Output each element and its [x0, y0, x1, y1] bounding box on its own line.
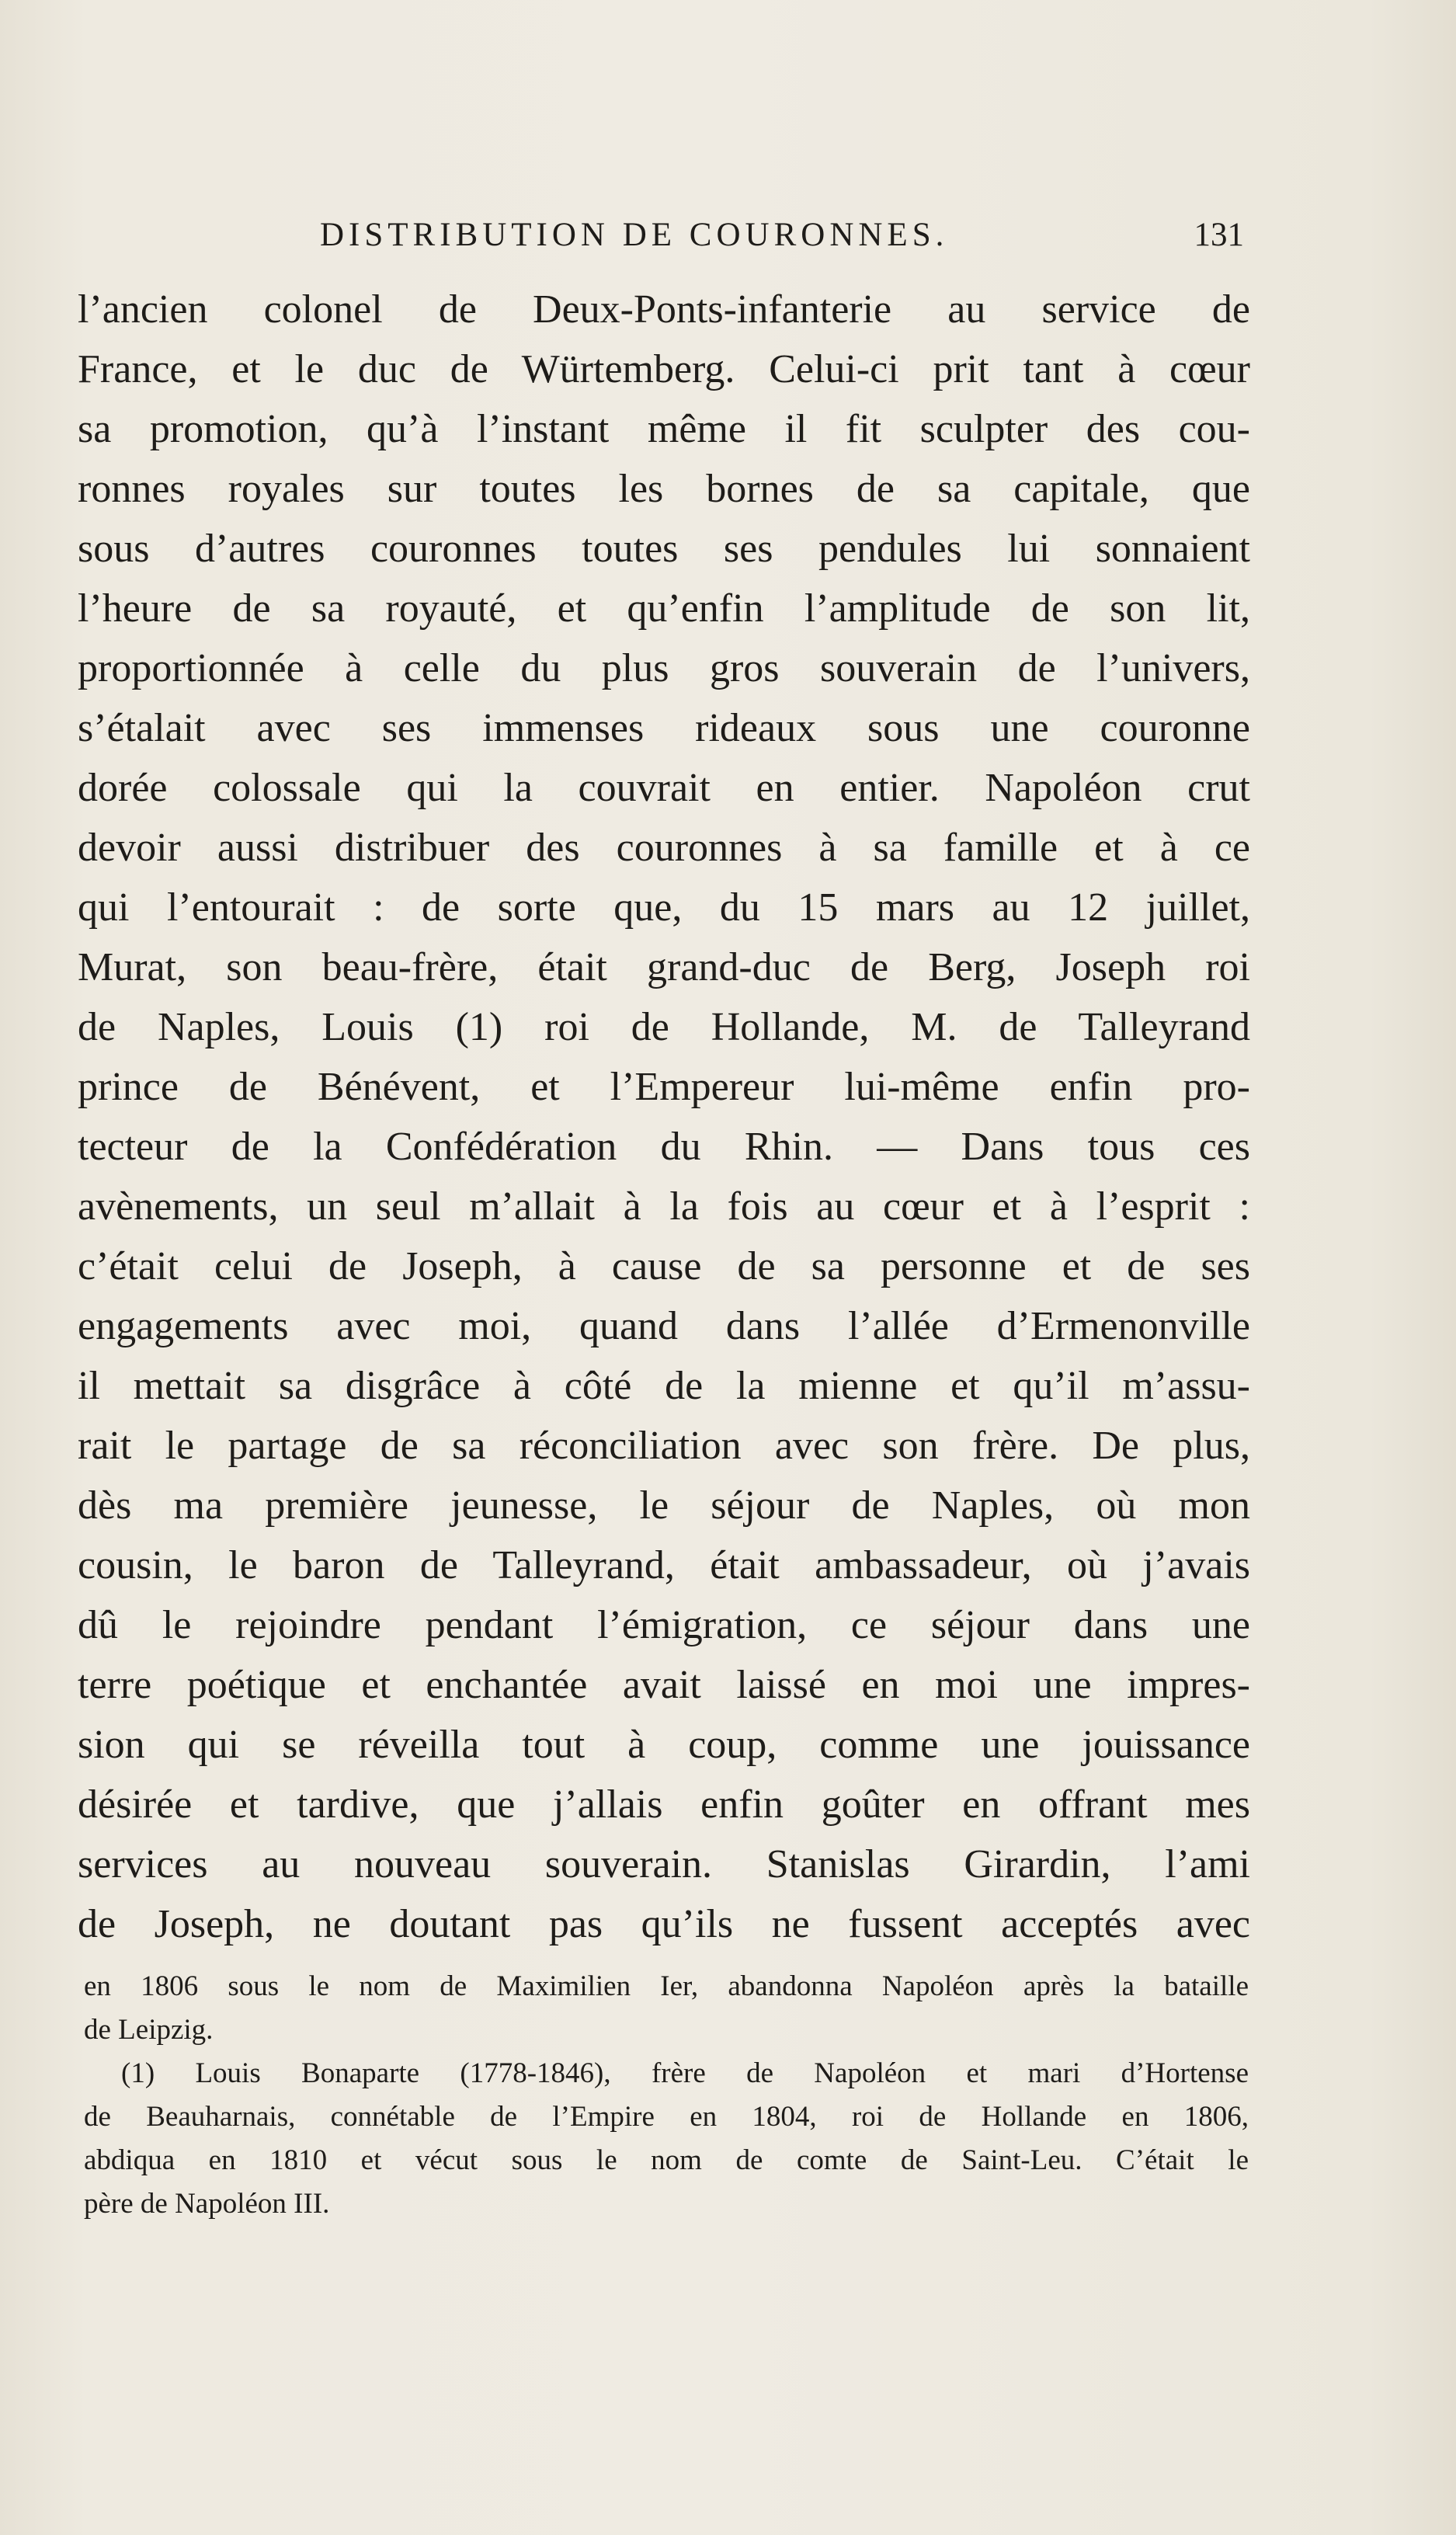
text-line: rait le partage de sa réconciliation avec son frère. De plus,: [78, 1424, 1250, 1468]
running-title: DISTRIBUTION DE COURONNES.: [320, 217, 949, 253]
text-line: France, et le duc de Würtemberg. Celui-ci prit tant à cœur: [78, 347, 1250, 391]
text-line: prince de Bénévent, et l’Empereur lui-même enfin pro-: [78, 1065, 1250, 1109]
footnote-continued-line: en 1806 sous le nom de Maximilien Ier, abandonna Napoléon après la bataille: [84, 1970, 1249, 2002]
text-line: dès ma première jeunesse, le séjour de Naples, où mon: [78, 1483, 1250, 1528]
text-line: l’ancien colonel de Deux-Ponts-infanterie au service de: [78, 287, 1250, 332]
text-line: sa promotion, qu’à l’instant même il fit sculpter des cou-: [78, 407, 1250, 451]
text-line: il mettait sa disgrâce à côté de la mienne et qu’il m’assu-: [78, 1364, 1250, 1408]
text-line: sion qui se réveilla tout à coup, comme une jouissance: [78, 1723, 1250, 1767]
text-line: ronnes royales sur toutes les bornes de sa capitale, que: [78, 467, 1250, 511]
text-line: de Joseph, ne doutant pas qu’ils ne fussent acceptés avec: [78, 1902, 1250, 1946]
text-line: engagements avec moi, quand dans l’allée d’Ermenonville: [78, 1304, 1250, 1348]
text-line: de Naples, Louis (1) roi de Hollande, M. de Talleyrand: [78, 1005, 1250, 1049]
running-head: [320, 216, 1244, 255]
text-line: Murat, son beau-frère, était grand-duc de Berg, Joseph roi: [78, 945, 1250, 989]
text-line: avènements, un seul m’allait à la fois au cœur et à l’esprit :: [78, 1184, 1250, 1229]
text-line: désirée et tardive, que j’allais enfin goûter en offrant mes: [78, 1782, 1250, 1827]
footnote-1-line: abdiqua en 1810 et vécut sous le nom de comte de Saint-Leu. C’était le: [84, 2144, 1249, 2176]
footnote-1-line: (1) Louis Bonaparte (1778-1846), frère de Napoléon et mari d’Hortense: [121, 2057, 1249, 2089]
page-number: 131: [1194, 217, 1244, 253]
text-line: s’étalait avec ses immenses rideaux sous une couronne: [78, 706, 1250, 750]
text-line: dû le rejoindre pendant l’émigration, ce séjour dans une: [78, 1603, 1250, 1647]
text-line: sous d’autres couronnes toutes ses pendules lui sonnaient: [78, 527, 1250, 571]
text-line: l’heure de sa royauté, et qu’enfin l’amplitude de son lit,: [78, 586, 1250, 631]
footnotes: [84, 1965, 1249, 2226]
body-text: [78, 280, 1250, 1954]
text-line: qui l’entourait : de sorte que, du 15 mars au 12 juillet,: [78, 885, 1250, 930]
footnote-1-line: de Beauharnais, connétable de l’Empire en 1804, roi de Hollande en 1806,: [84, 2101, 1249, 2133]
text-line: services au nouveau souverain. Stanislas Girardin, l’ami: [78, 1842, 1250, 1886]
text-line: cousin, le baron de Talleyrand, était ambassadeur, où j’avais: [78, 1543, 1250, 1587]
text-line: devoir aussi distribuer des couronnes à sa famille et à ce: [78, 826, 1250, 870]
text-line: proportionnée à celle du plus gros souverain de l’univers,: [78, 646, 1250, 690]
text-line: tecteur de la Confédération du Rhin. — Dans tous ces: [78, 1125, 1250, 1169]
footnote-1-line: père de Napoléon III.: [84, 2188, 330, 2220]
text-line: terre poétique et enchantée avait laissé en moi une impres-: [78, 1663, 1250, 1707]
footnote-continued-line: de Leipzig.: [84, 2014, 214, 2046]
text-line: c’était celui de Joseph, à cause de sa personne et de ses: [78, 1244, 1250, 1288]
text-line: dorée colossale qui la couvrait en entier. Napoléon crut: [78, 766, 1250, 810]
